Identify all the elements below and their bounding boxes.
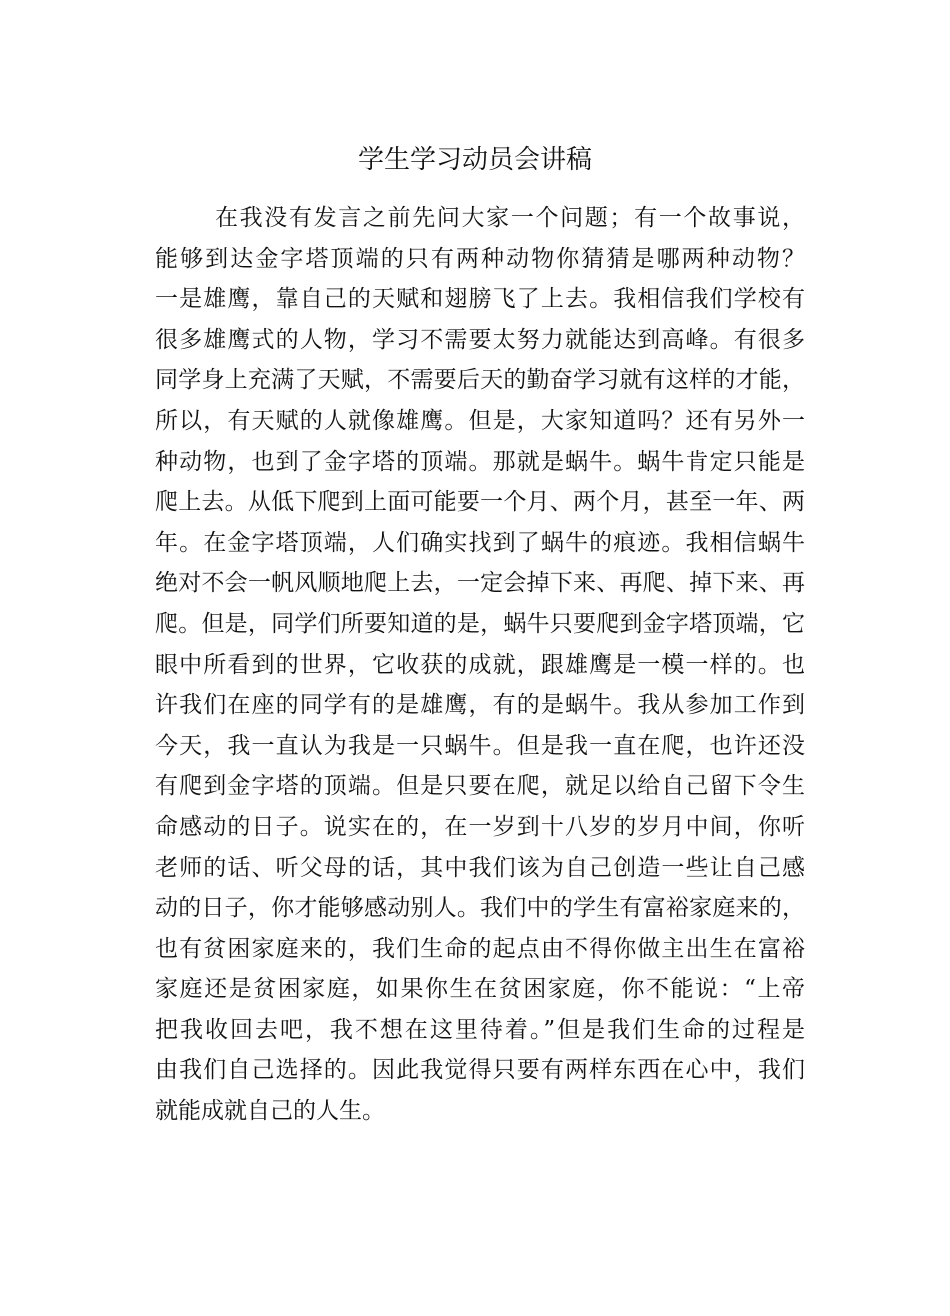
paragraph-line: 命感动的日子。说实在的，在一岁到十八岁的岁月中间，你听 bbox=[155, 813, 805, 840]
paragraph-line: 眼中所看到的世界，它收获的成就，跟雄鹰是一模一样的。也 bbox=[155, 651, 805, 678]
paragraph-line: 爬上去。从低下爬到上面可能要一个月、两个月，甚至一年、两 bbox=[155, 489, 805, 516]
paragraph-line: 把我收回去吧，我不想在这里待着。”但是我们生命的过程是 bbox=[155, 1016, 805, 1043]
paragraph-line: 年。在金字塔顶端，人们确实找到了蜗牛的痕迹。我相信蜗牛 bbox=[155, 529, 805, 556]
paragraph-line: 许我们在座的同学有的是雄鹰，有的是蜗牛。我从参加工作到 bbox=[155, 692, 805, 719]
paragraph-line: 一是雄鹰，靠自己的天赋和翅膀飞了上去。我相信我们学校有 bbox=[155, 286, 805, 313]
paragraph-line: 老师的话、听父母的话，其中我们该为自己创造一些让自己感 bbox=[155, 854, 805, 881]
paragraph-line: 家庭还是贫困家庭，如果你生在贫困家庭，你不能说：“上帝 bbox=[155, 976, 805, 1003]
paragraph-line: 由我们自己选择的。因此我觉得只要有两样东西在心中，我们 bbox=[155, 1057, 805, 1084]
paragraph-line: 有爬到金字塔的顶端。但是只要在爬，就足以给自己留下令生 bbox=[155, 773, 805, 800]
paragraph-line: 动的日子，你才能够感动别人。我们中的学生有富裕家庭来的， bbox=[155, 895, 805, 922]
paragraph-line: 绝对不会一帆风顺地爬上去，一定会掉下来、再爬、掉下来、再 bbox=[155, 570, 805, 597]
paragraph-line: 很多雄鹰式的人物，学习不需要太努力就能达到高峰。有很多 bbox=[155, 326, 805, 353]
paragraph-line: 能够到达金字塔顶端的只有两种动物你猜猜是哪两种动物？ bbox=[155, 245, 805, 272]
paragraph-line: 种动物，也到了金字塔的顶端。那就是蜗牛。蜗牛肯定只能是 bbox=[155, 448, 805, 475]
paragraph-line: 今天，我一直认为我是一只蜗牛。但是我一直在爬，也许还没 bbox=[155, 732, 805, 759]
paragraph-line: 在我没有发言之前先问大家一个问题；有一个故事说， bbox=[215, 205, 805, 231]
paragraph-line: 同学身上充满了天赋，不需要后天的勤奋学习就有这样的才能， bbox=[155, 367, 805, 394]
paragraph-line: 所以，有天赋的人就像雄鹰。但是，大家知道吗？还有另外一 bbox=[155, 407, 805, 434]
page-title: 学生学习动员会讲稿 bbox=[357, 145, 592, 175]
document-body bbox=[155, 198, 805, 1132]
paragraph-line: 爬。但是，同学们所要知道的是，蜗牛只要爬到金字塔顶端，它 bbox=[155, 610, 805, 637]
paragraph-line: 也有贫困家庭来的，我们生命的起点由不得你做主出生在富裕 bbox=[155, 935, 805, 962]
paragraph-line: 就能成就自己的人生。 bbox=[155, 1098, 385, 1125]
